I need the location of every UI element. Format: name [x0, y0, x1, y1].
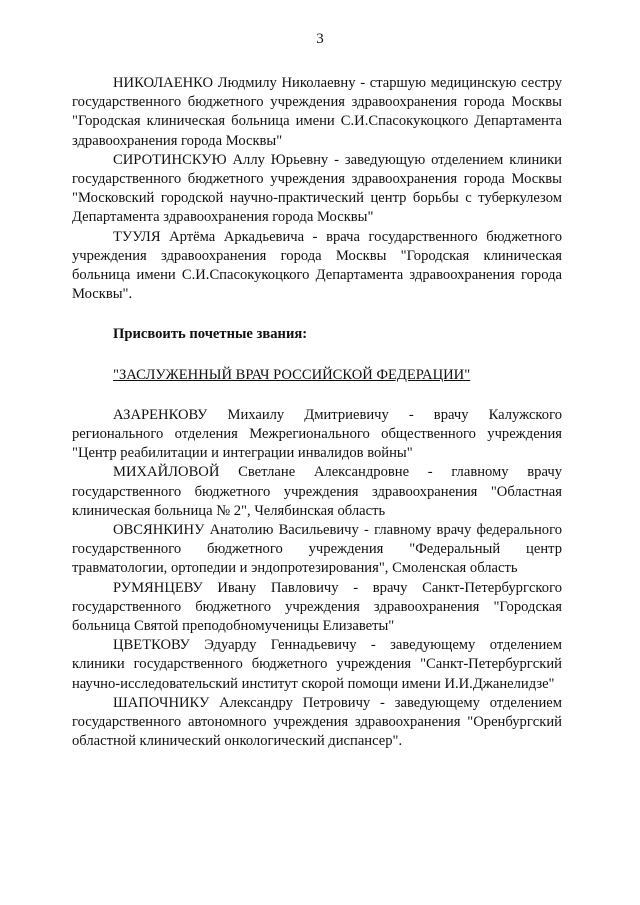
entry-text: ОВСЯНКИНУ Анатолию Васильевичу - главному врачу федерального государственного бюджетного учреждения "Федеральный центр травматологии, ортопедии и эндопротезирования", Смоленская область: [72, 522, 562, 577]
entry-mikhailova: [72, 463, 562, 521]
entry-rumyantsev: [72, 579, 562, 637]
entry-text: ТУУЛЯ Артёма Аркадьевича - врача государственного бюджетного учреждения здравоохранения города Москвы "Городская клиническая больница имени С.И.Спасокукоцкого Департамента здравоохранения города Москвы".: [72, 228, 562, 303]
entry-text: ЦВЕТКОВУ Эдуарду Геннадьевичу - заведующему отделением клиники государственного бюджетного учреждения "Санкт-Петербургский научно-исследовательский институт скорой помощи имени И.И.Джанелидзе": [72, 637, 562, 692]
entry-text: МИХАЙЛОВОЙ Светлане Александровне - главному врачу государственного бюджетного учреждения здравоохранения "Областная клиническая больница № 2", Челябинская область: [72, 464, 562, 519]
entry-text: НИКОЛАЕНКО Людмилу Николаевну - старшую медицинскую сестру государственного бюджетного учреждения здравоохранения города Москвы "Городская клиническая больница имени С.И.Спасокукоцкого Департамента здравоохранения города Москвы": [72, 75, 562, 149]
entry-text: СИРОТИНСКУЮ Аллу Юрьевну - заведующую отделением клиники государственного бюджетного учреждения здравоохранения города Москвы "Московский городской научно-практический центр борьбы с туберкулезом Департамента здравоохранения города Москвы": [72, 151, 562, 226]
section-heading: Присвоить почетные звания:: [113, 326, 308, 343]
entry-tuulya: [72, 228, 562, 305]
page-number: 3: [316, 31, 324, 47]
entry-text: ШАПОЧНИКУ Александру Петровичу - заведующему отделением государственного автономного учреждения здравоохранения "Оренбургский областной клинический онкологический диспансер".: [72, 694, 562, 750]
entry-text: РУМЯНЦЕВУ Ивану Павловичу - врачу Санкт-Петербургского государственного бюджетного учреждения здравоохранения "Городская больница Святой преподобномученицы Елизаветы": [72, 579, 562, 635]
honorary-title-heading: "ЗАСЛУЖЕННЫЙ ВРАЧ РОССИЙСКОЙ ФЕДЕРАЦИИ": [113, 366, 471, 383]
entry-shapochnik: [72, 694, 562, 752]
document-body: [72, 74, 562, 752]
entry-text: АЗАРЕНКОВУ Михаилу Дмитриевичу - врачу Калужского регионального отделения Межрегионального общественного учреждения "Центр реабилитации и интеграции инвалидов войны": [72, 406, 562, 462]
entry-sirotinskaya: [72, 151, 562, 228]
honorees-list: [72, 406, 562, 752]
entry-azarenkov: [72, 406, 562, 464]
entry-tsvetkov: [72, 636, 562, 694]
entry-ovsyankin: [72, 521, 562, 579]
entry-nikolaenko: [72, 74, 562, 151]
